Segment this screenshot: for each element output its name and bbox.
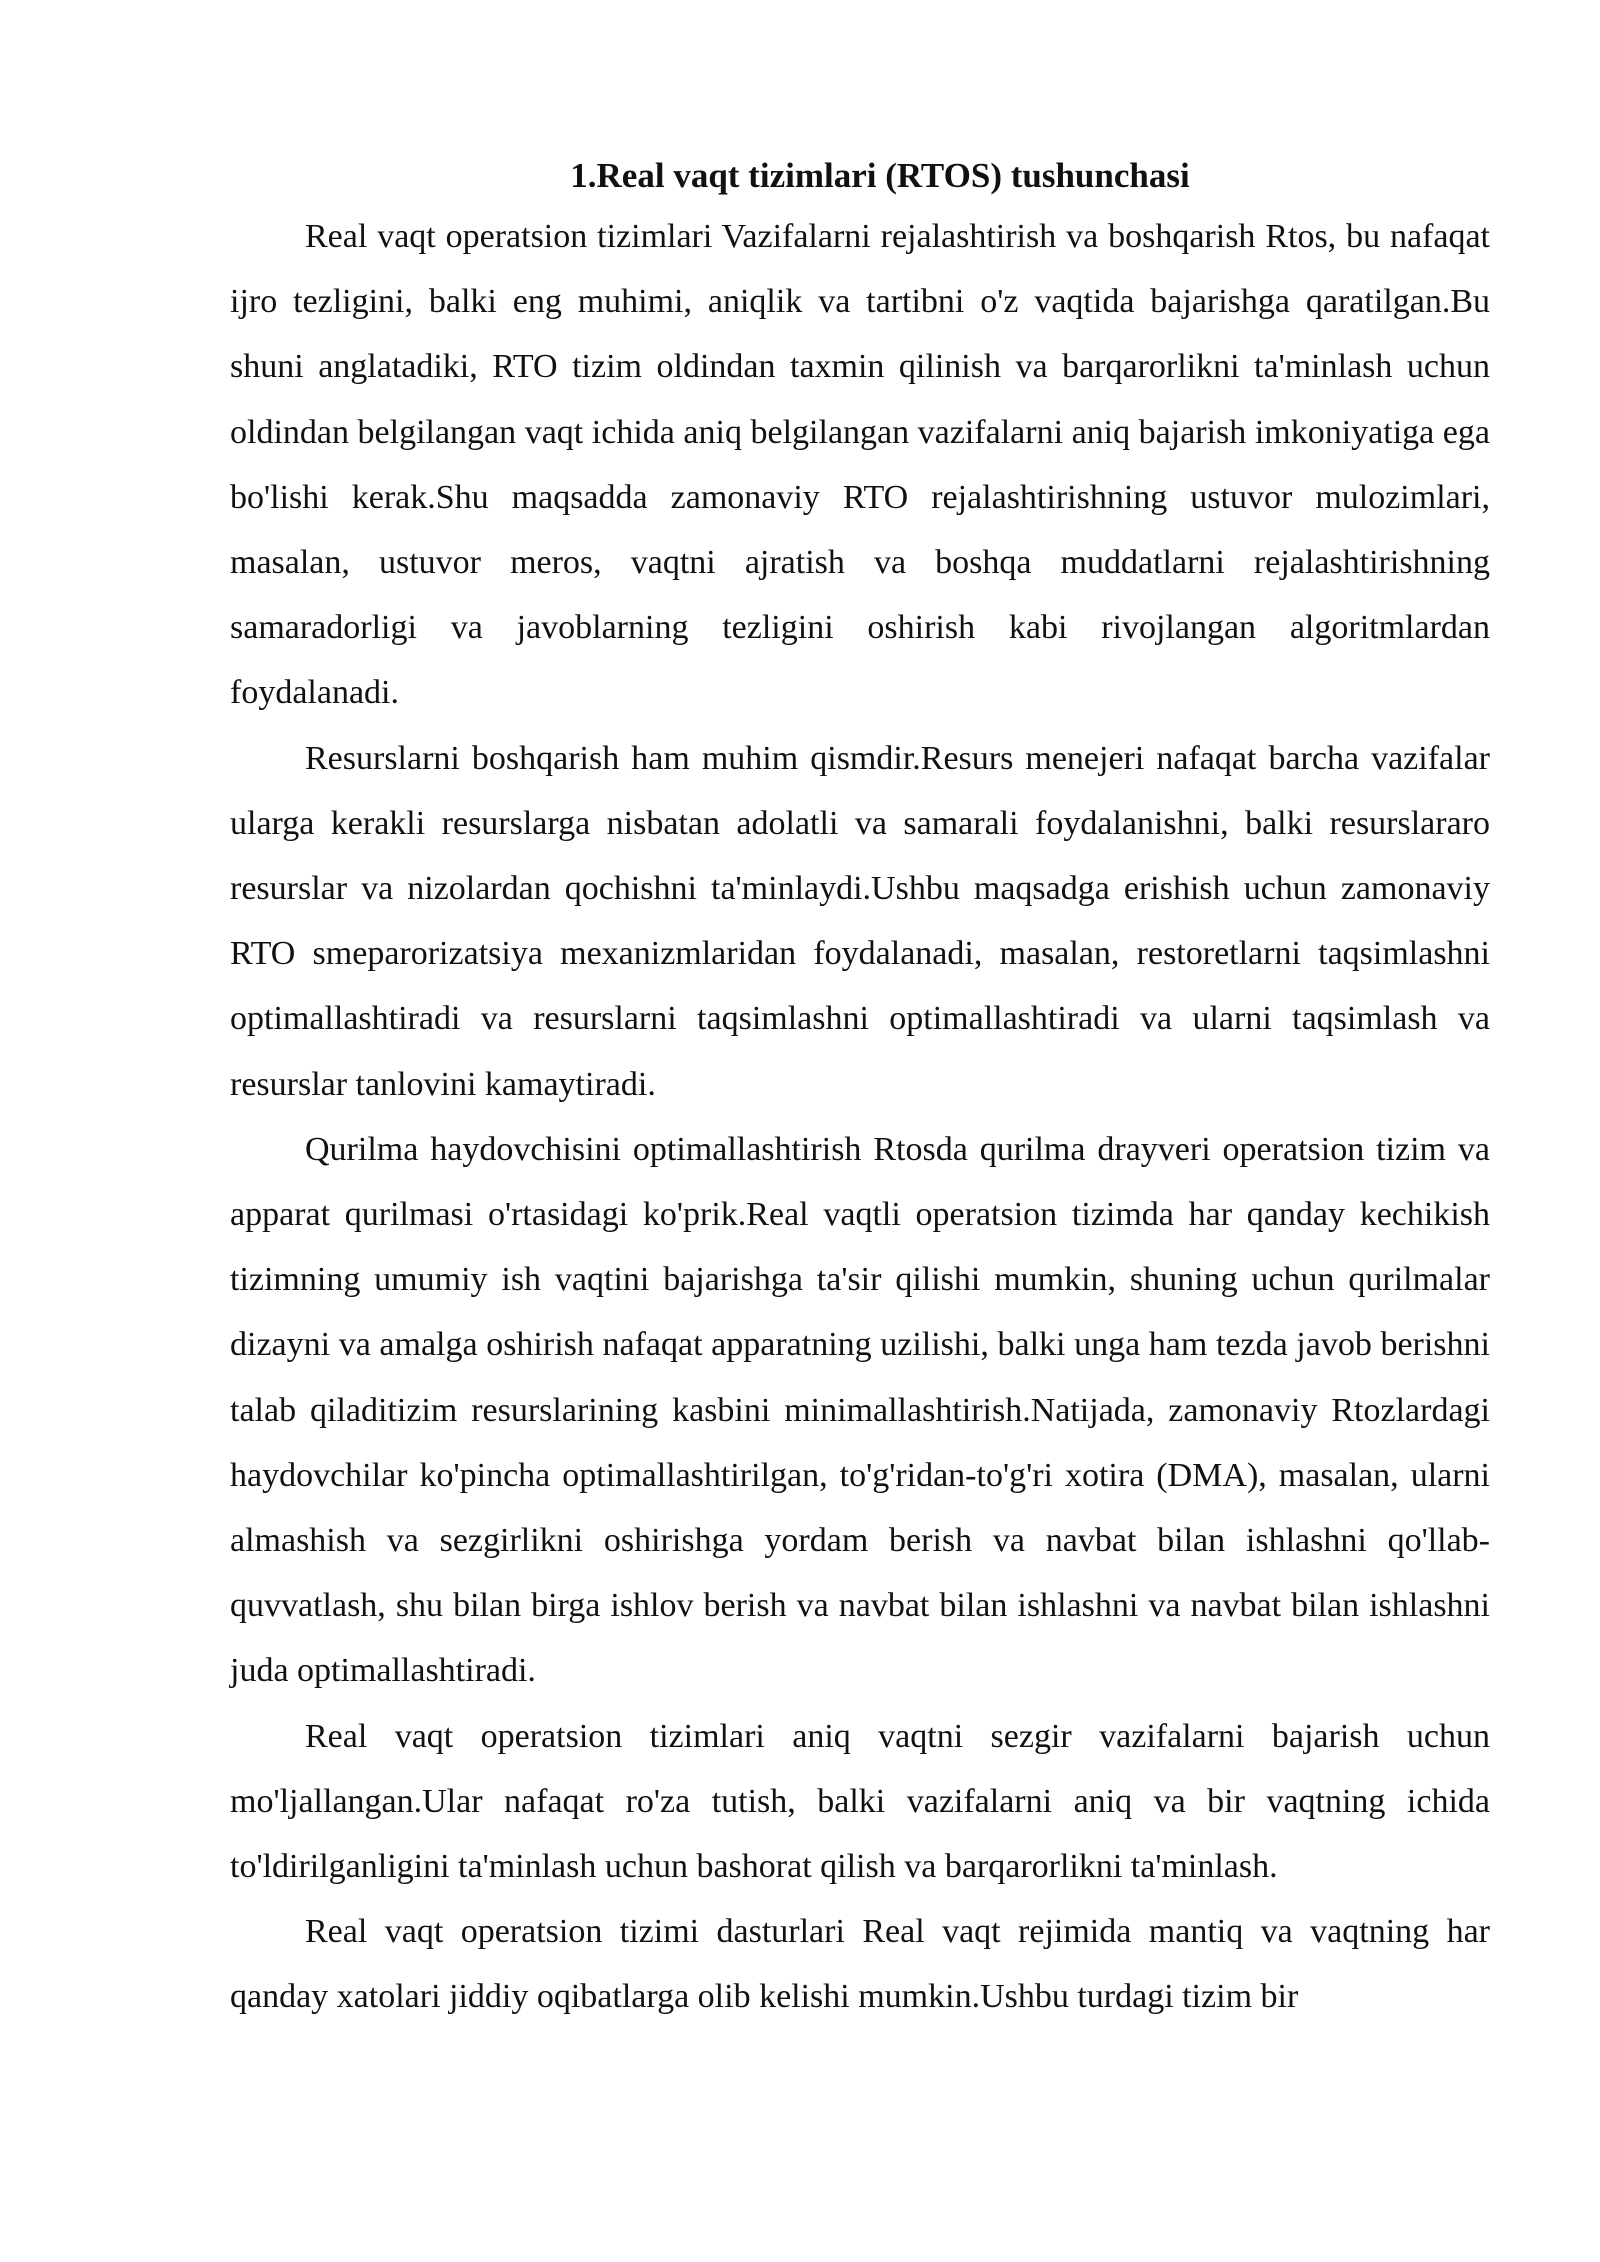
paragraph-device-driver-optimization: Qurilma haydovchisini optimallashtirish Rtosda qurilma drayveri operatsion tizim va apparat qurilmasi o'rtasidagi ko'prik.Real vaqtli operatsion tizimda har qanday kechikish tizimning umumiy ish vaqtini bajarishga ta'sir qilishi mumkin, shuning uchun qurilmalar dizayni va amalga oshirish nafaqat apparatning uzilishi, balki unga ham tezda javob berishni talab qiladitizim resurslarining kasbini minimallashtirish.Natijada, zamonaviy Rtozlardagi haydovchilar ko'pincha optimallashtirilgan, to'g'ridan-to'g'ri xotira (DMA), masalan, ularni almashish va sezgirlikni oshirishga yordam berish va navbat bilan ishlashni qo'llab-quvvatlash, shu bilan birga ishlov berish va navbat bilan ishlashni va navbat bilan ishlashni juda optimallashtiradi.	[230, 1130, 1490, 1690]
paragraph-realtime-applications: Real vaqt operatsion tizimi dasturlari Real vaqt rejimida mantiq va vaqtning har qanday xatolari jiddiy oqibatlarga olib kelishi mumkin.Ushbu turdagi tizim bir	[230, 1913, 1490, 2016]
paragraph-resource-management: Resurslarni boshqarish ham muhim qismdir.Resurs menejeri nafaqat barcha vazifalar ularga kerakli resurslarga nisbatan adolatli va samarali foydalanishni, balki resurslararo resurslar va nizolardan qochishni ta'minlaydi.Ushbu maqsadga erishish uchun zamonaviy RTO smeparorizatsiya mexanizmlaridan foydalanadi, masalan, restoretlarni taqsimlashni optimallashtiradi va resurslarni taqsimlashni optimallashtiradi va ularni taqsimlash va resurslar tanlovini kamaytiradi.	[230, 739, 1490, 1103]
document-page	[230, 150, 1490, 2030]
paragraph-time-sensitive-tasks: Real vaqt operatsion tizimlari aniq vaqtni sezgir vazifalarni bajarish uchun mo'ljallangan.Ular nafaqat ro'za tutish, balki vazifalarni aniq va bir vaqtning ichida to'ldirilganligini ta'minlash uchun bashorat qilish va barqarorlikni ta'minlash.	[230, 1717, 1490, 1886]
document-title: 1.Real vaqt tizimlari (RTOS) tushunchasi	[570, 156, 1190, 195]
paragraph-rtos-scheduling: Real vaqt operatsion tizimlari Vazifalarni rejalashtirish va boshqarish Rtos, bu nafaqat ijro tezligini, balki eng muhimi, aniqlik va tartibni o'z vaqtida bajarishga qaratilgan.Bu shuni anglatadiki, RTO tizim oldindan taxmin qilinish va barqarorlikni ta'minlash uchun oldindan belgilangan vaqt ichida aniq belgilangan vazifalarni aniq bajarish imkoniyatiga ega bo'lishi kerak.Shu maqsadda zamonaviy RTO rejalashtirishning ustuvor mulozimlari, masalan, ustuvor meros, vaqtni ajratish va boshqa muddatlarni rejalashtirishning samaradorligi va javoblarning tezligini oshirish kabi rivojlangan algoritmlardan foydalanadi.	[230, 218, 1490, 712]
